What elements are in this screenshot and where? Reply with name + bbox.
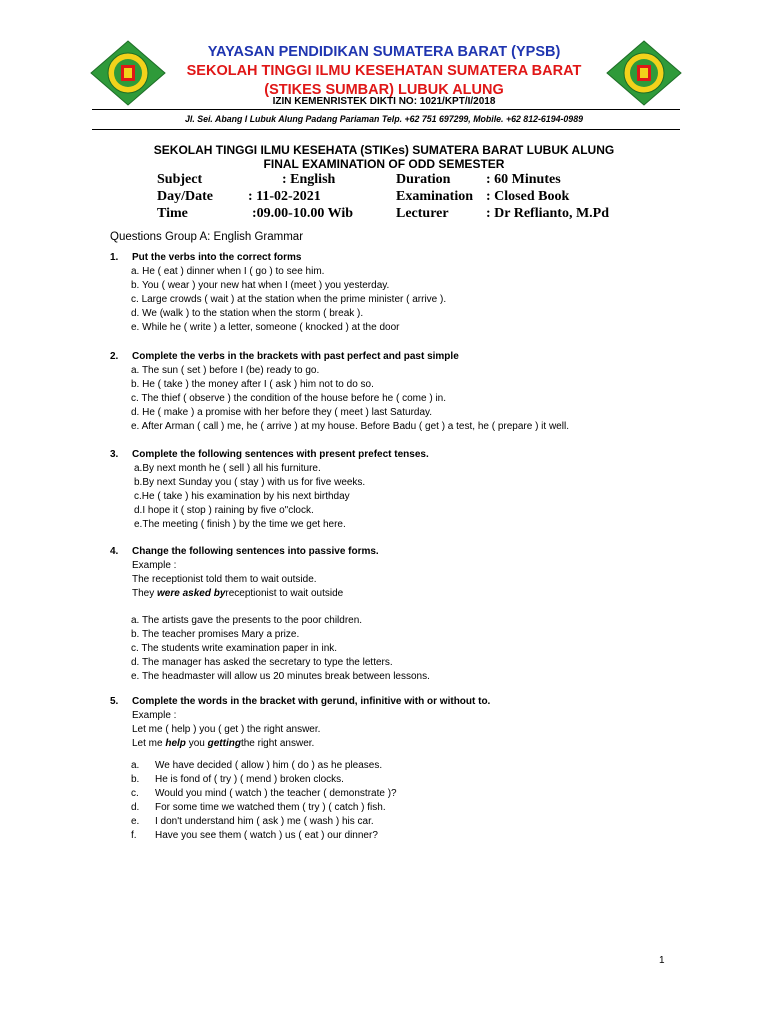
question-number: 3. [110,449,119,460]
list-item-text: He is fond of ( try ) ( mend ) broken clocks. [155,774,344,785]
list-item: a. The artists gave the presents to the poor children. [131,615,363,626]
duration-value: : 60 Minutes [486,172,561,187]
example-sentence: The receptionist told them to wait outside. [132,574,317,585]
duration-label: Duration [396,172,451,187]
question-group-title: Questions Group A: English Grammar [110,231,304,243]
exam-institution-title: SEKOLAH TINGGI ILMU KESEHATA (STIKes) SUMATERA BARAT LUBUK ALUNG [153,143,615,157]
question-title: Complete the words in the bracket with gerund, infinitive with or without to. [132,696,491,707]
list-item: e. While he ( write ) a letter, someone ( knocked ) at the door [131,322,400,333]
school-name: SEKOLAH TINGGI ILMU KESEHATAN SUMATERA BARAT [186,63,582,79]
permit-number: IZIN KEMENRISTEK DIKTI NO: 1021/KPT/I/2018 [272,96,496,107]
question-title: Change the following sentences into passive forms. [132,546,379,557]
header-rule-top [92,109,680,110]
lecturer-label: Lecturer [396,206,449,221]
list-item-text: Have you see them ( watch ) us ( eat ) our dinner? [155,830,378,841]
list-item-text: For some time we watched them ( try ) ( catch ) fish. [155,802,386,813]
list-item: b. [131,774,140,785]
date-label: Day/Date [157,189,213,204]
example-answer: Let me help you gettingthe right answer. [132,738,315,749]
list-item: d. The manager has asked the secretary to type the letters. [131,657,393,668]
list-item: a.By next month he ( sell ) all his furniture. [134,463,321,474]
list-item: d. [131,802,140,813]
list-item: e. The headmaster will allow us 20 minutes break between lessons. [131,671,430,682]
time-value: :09.00-10.00 Wib [252,206,353,221]
question-title: Put the verbs into the correct forms [132,252,302,263]
date-value: : 11-02-2021 [248,189,321,204]
list-item: c. The thief ( observe ) the condition of the house before he ( come ) in. [131,393,447,404]
list-item: a. [131,760,140,771]
question-number: 5. [110,696,119,707]
list-item: c. The students write examination paper in ink. [131,643,338,654]
list-item: f. [131,830,137,841]
list-item-text: We have decided ( allow ) him ( do ) as he pleases. [155,760,383,771]
list-item: c. [131,788,139,799]
example-sentence: Let me ( help ) you ( get ) the right answer. [132,724,321,735]
list-item-text: Would you mind ( watch ) the teacher ( demonstrate )? [155,788,397,799]
list-item-text: I don't understand him ( ask ) me ( wash ) his car. [155,816,374,827]
list-item: d. We (walk ) to the station when the storm ( break ). [131,308,364,319]
school-address: Jl. Sei. Abang I Lubuk Alung Padang Pariaman Telp. +62 751 697299, Mobile. +62 812-6194-0989 [185,114,583,124]
question-title: Complete the verbs in the brackets with past perfect and past simple [132,351,459,362]
header-rule-bottom [92,129,680,130]
list-item: a. The sun ( set ) before I (be) ready to go. [131,365,320,376]
school-short-name: (STIKES SUMBAR) LUBUK ALUNG [264,82,504,98]
list-item: a. He ( eat ) dinner when I ( go ) to see him. [131,266,325,277]
subject-value: : English [282,172,336,187]
list-item: d. He ( make ) a promise with her before they ( meet ) last Saturday. [131,407,433,418]
example-label: Example : [132,710,177,721]
foundation-name: YAYASAN PENDIDIKAN SUMATERA BARAT (YPSB) [207,44,561,60]
lecturer-value: : Dr Reflianto, M.Pd [486,206,609,221]
list-item: b. You ( wear ) your new hat when I (meet ) you yesterday. [131,280,390,291]
question-title: Complete the following sentences with present prefect tenses. [132,449,429,460]
list-item: b. The teacher promises Mary a prize. [131,629,300,640]
exam-title: FINAL EXAMINATION OF ODD SEMESTER [263,157,505,171]
list-item: e. After Arman ( call ) me, he ( arrive ) at my house. Before Badu ( get ) a test, he ( prepare ) it well. [131,421,569,432]
list-item: b. He ( take ) the money after I ( ask ) him not to do so. [131,379,374,390]
time-label: Time [157,206,188,221]
page-number: 1 [659,955,665,966]
list-item: c. Large crowds ( wait ) at the station when the prime minister ( arrive ). [131,294,447,305]
question-number: 1. [110,252,119,263]
list-item: e. [131,816,140,827]
list-item: b.By next Sunday you ( stay ) with us for five weeks. [134,477,366,488]
subject-label: Subject [157,172,203,187]
example-label: Example : [132,560,177,571]
list-item: e.The meeting ( finish ) by the time we get here. [134,519,346,530]
examination-label: Examination [396,189,474,204]
list-item: d.I hope it ( stop ) raining by five o"clock. [134,505,314,516]
list-item: c.He ( take ) his examination by his next birthday [134,491,350,502]
question-number: 2. [110,351,119,362]
examination-value: : Closed Book [486,189,570,204]
example-answer: They were asked byreceptionist to wait outside [132,588,344,599]
question-number: 4. [110,546,119,557]
